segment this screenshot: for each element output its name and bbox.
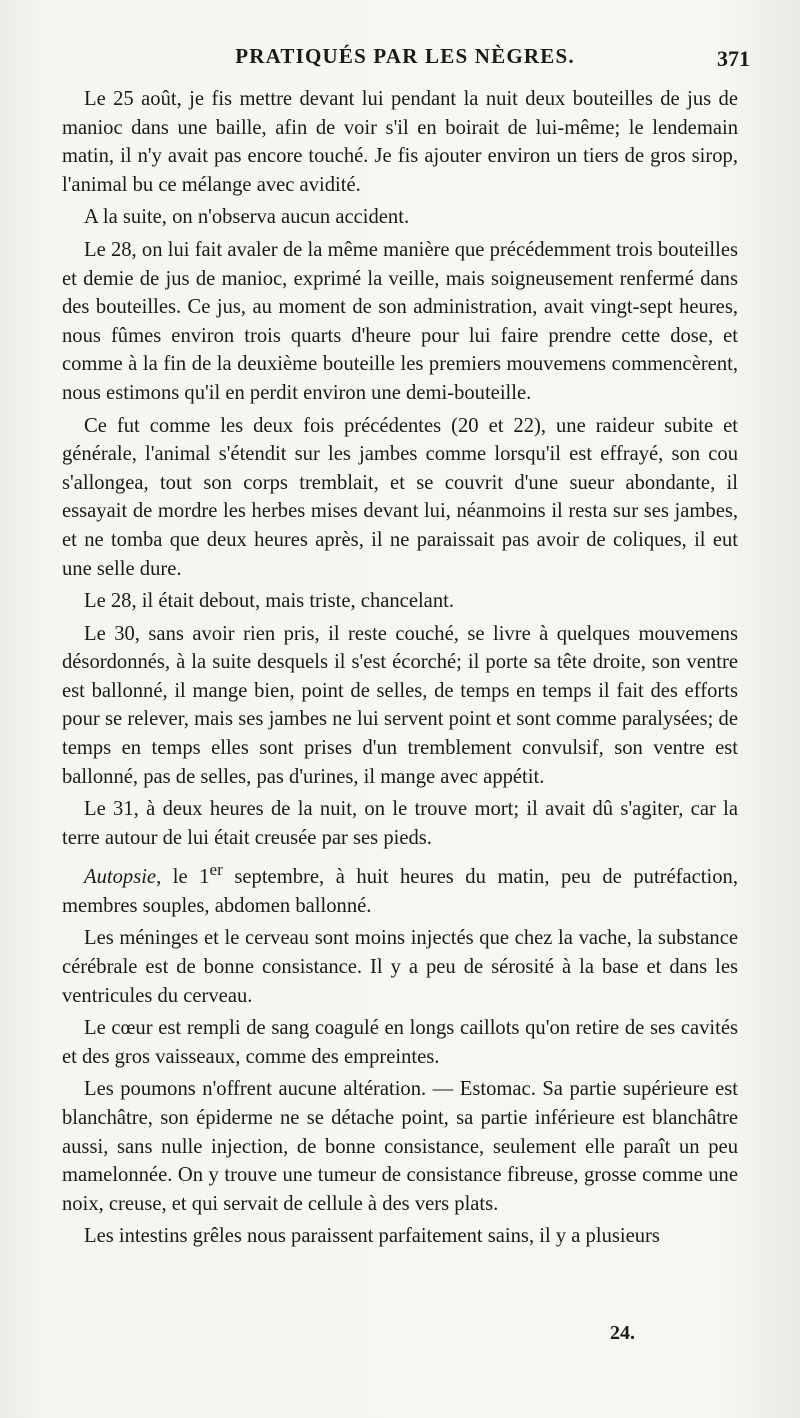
paragraph: Le cœur est rempli de sang coagulé en longs caillots qu'on retire de ses cavités et des gros vaisseaux, comme des empreintes.	[62, 1017, 738, 1068]
autopsy-paragraph	[62, 856, 738, 920]
running-head: PRATIQUÉS PAR LES NÈGRES.	[235, 44, 575, 68]
paragraph: Le 28, on lui fait avaler de la même manière que précédemment trois bouteilles et demie de jus de manioc, exprimé la veille, mais soigneusement renfermé dans des bouteilles. Ce jus, au moment de son administration, avait vingt-sept heures, nous fûmes environ trois quarts d'heure pour lui faire prendre cette dose, et comme à la fin de la deuxième bouteille les premiers mouvemens commencèrent, nous estimons qu'il en perdit environ une demi-bouteille.	[62, 238, 738, 404]
paragraph: Le 30, sans avoir rien pris, il reste couché, se livre à quelques mouvemens désordonnés, à la suite desquels il s'est écorché; il porte sa tête droite, son ventre est ballonné, il mange bien, point de selles, de temps en temps il fait des efforts pour se relever, mais ses jambes ne lui servent point et sont comme paralysées; de temps en temps elles sont prises d'un tremblement convulsif, son ventre est ballonné, pas de selles, pas d'urines, il mange avec appétit.	[62, 622, 738, 788]
autopsy-date-prefix: , le 1	[156, 866, 210, 889]
autopsy-date-sup: er	[209, 860, 223, 880]
page-header	[60, 44, 750, 78]
autopsy-label: Autopsie	[84, 866, 157, 889]
page-number: 371	[717, 46, 750, 71]
paragraph: A la suite, on n'observa aucun accident.	[84, 206, 410, 229]
paragraph: Le 28, il était debout, mais triste, chancelant.	[84, 590, 454, 613]
paragraph: Le 31, à deux heures de la nuit, on le trouve mort; il avait dû s'agiter, car la terre autour de lui était creusée par ses pieds.	[62, 798, 738, 849]
signature-mark: 24.	[610, 1322, 635, 1344]
paragraph: Le 25 août, je fis mettre devant lui pendant la nuit deux bouteilles de jus de manioc dans une baille, afin de voir s'il en boirait de lui-même; le lendemain matin, il n'y avait pas encore touché. Je fis ajouter environ un tiers de gros sirop, l'animal bu ce mélange avec avidité.	[62, 88, 738, 196]
body-text	[62, 85, 738, 1255]
paragraph: Les intestins grêles nous paraissent parfaitement sains, il y a plusieurs	[84, 1225, 660, 1248]
paragraph: Les poumons n'offrent aucune altération. — Estomac. Sa partie supérieure est blanchâtre, son épiderme ne se détache point, sa partie inférieure est blanchâtre aussi, sans nulle injection, de bonne consistance, seulement elle paraît un peu mamelonnée. On y trouve une tumeur de consistance fibreuse, grosse comme une noix, creuse, et qui servait de cellule à des vers plats.	[62, 1078, 738, 1215]
paragraph: Les méninges et le cerveau sont moins injectés que chez la vache, la substance cérébrale est de bonne consistance. Il y a peu de sérosité à la base et dans les ventricules du cerveau.	[62, 927, 738, 1007]
paragraph: Ce fut comme les deux fois précédentes (20 et 22), une raideur subite et générale, l'animal s'étendit sur les jambes comme lorsqu'il est effrayé, son cou s'allongea, tout son corps tremblait, et se couvrit d'une sueur abondante, il essayait de mordre les herbes mises devant lui, néanmoins il resta sur ses jambes, et ne tomba que deux heures après, il ne paraissait pas avoir de coliques, il eut une selle dure.	[62, 414, 738, 580]
autopsy-rest: septembre, à huit heures du matin, peu de putréfaction, membres souples, abdomen ballonné.	[62, 866, 738, 917]
